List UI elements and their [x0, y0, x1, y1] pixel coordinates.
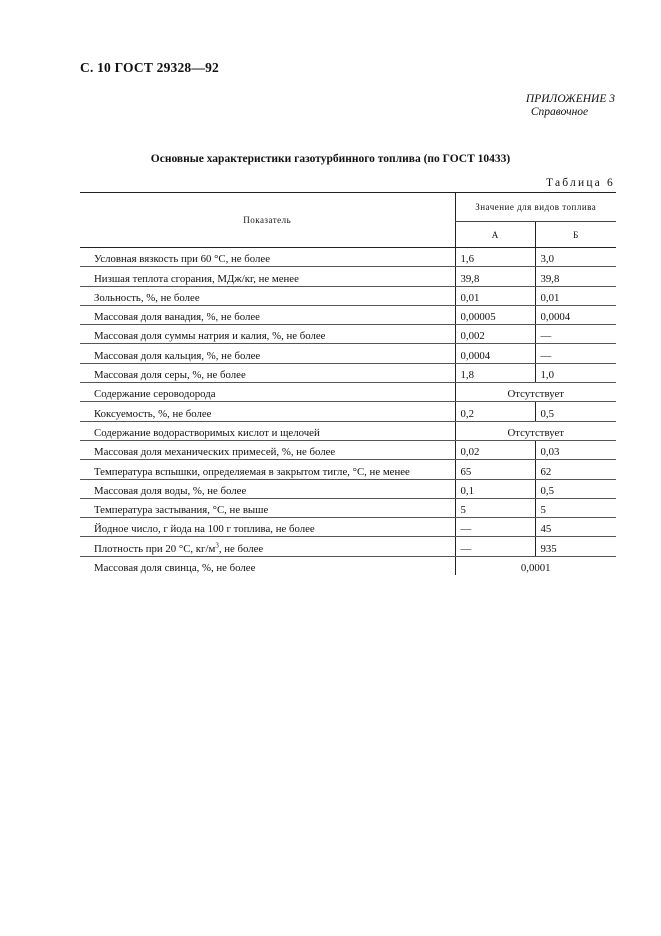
table-row [80, 556, 616, 575]
value-b: 0,03 [535, 440, 616, 459]
param-text: Плотность при 20 °С, кг/м [94, 542, 216, 555]
value-b: — [535, 344, 616, 363]
table-row [80, 460, 616, 479]
table-row [80, 325, 616, 344]
param-text-suffix: , не более [218, 542, 264, 555]
row-parameter: Массовая доля свинца, %, не более [94, 562, 256, 575]
value-both: Отсутствует [455, 421, 616, 440]
appendix-subtitle: Справочное [530, 106, 589, 118]
header-parameter: Показатель [80, 193, 455, 248]
value-a: 1,8 [455, 363, 535, 382]
row-parameter: Температура застывания, °С, не выше [80, 498, 455, 517]
table-row [80, 440, 616, 459]
table-row [80, 344, 616, 363]
value-a: 65 [455, 460, 535, 479]
value-b: 5 [535, 498, 616, 517]
row-parameter [80, 537, 455, 556]
value-a: 39,8 [455, 267, 535, 286]
value-a: — [455, 537, 535, 556]
table-row [80, 498, 616, 517]
value-both: Отсутствует [455, 383, 616, 402]
row-parameter: Массовая доля ванадия, %, не более [80, 305, 455, 324]
value-b: 39,8 [535, 267, 616, 286]
header-fuel-b: Б [535, 222, 616, 248]
row-parameter: Массовая доля серы, %, не более [80, 363, 455, 382]
value-a: — [455, 518, 535, 537]
appendix-title: ПРИЛОЖЕНИЕ 3 [525, 93, 615, 105]
value-b: 3,0 [535, 248, 616, 267]
value-b: — [535, 325, 616, 344]
value-a: 0,002 [455, 325, 535, 344]
value-a: 0,1 [455, 479, 535, 498]
value-a: 0,02 [455, 440, 535, 459]
table-row [80, 267, 616, 286]
value-b: 0,5 [535, 402, 616, 421]
table-row [80, 363, 616, 382]
table-row [80, 518, 616, 537]
value-a: 0,2 [455, 402, 535, 421]
row-parameter: Массовая доля воды, %, не более [80, 479, 455, 498]
value-b: 45 [535, 518, 616, 537]
row-parameter: Массовая доля суммы натрия и калия, %, не более [80, 325, 455, 344]
row-parameter: Массовая доля механических примесей, %, не более [80, 440, 455, 459]
row-parameter: Массовая доля кальция, %, не более [80, 344, 455, 363]
row-parameter: Зольность, %, не более [80, 286, 455, 305]
fuel-characteristics-table [80, 192, 616, 575]
table-row [80, 402, 616, 421]
table-number: Таблица 6 [546, 177, 615, 189]
table-row [80, 286, 616, 305]
row-parameter: Коксуемость, %, не более [80, 402, 455, 421]
value-b: 0,5 [535, 479, 616, 498]
table-row [80, 479, 616, 498]
document-title: Основные характеристики газотурбинного топлива (по ГОСТ 10433) [150, 153, 511, 165]
appendix-label [526, 93, 615, 119]
param-superscript: 3 [215, 541, 219, 550]
value-a: 0,0004 [455, 344, 535, 363]
value-a: 0,00005 [455, 305, 535, 324]
value-a: 5 [455, 498, 535, 517]
value-b: 935 [535, 537, 616, 556]
table-row [80, 537, 616, 556]
table-row [80, 383, 616, 402]
value-a: 1,6 [455, 248, 535, 267]
document-code: С. 10 ГОСТ 29328—92 [80, 60, 219, 75]
row-parameter: Температура вспышки, определяемая в закрытом тигле, °С, не менее [80, 460, 455, 479]
table-row [80, 421, 616, 440]
row-parameter: Содержание водорастворимых кислот и щелочей [80, 421, 455, 440]
table-row [80, 305, 616, 324]
value-b: 0,0004 [535, 305, 616, 324]
value-b: 0,01 [535, 286, 616, 305]
header-values: Значение для видов топлива [455, 193, 616, 222]
row-parameter: Йодное число, г йода на 100 г топлива, не более [80, 518, 455, 537]
value-both: 0,0001 [455, 556, 616, 575]
header-fuel-a: А [455, 222, 535, 248]
value-b: 1,0 [535, 363, 616, 382]
row-parameter: Условная вязкость при 60 °С, не более [80, 248, 455, 267]
row-parameter: Содержание сероводорода [80, 383, 455, 402]
value-b: 62 [535, 460, 616, 479]
row-parameter: Низшая теплота сгорания, МДж/кг, не менее [80, 267, 455, 286]
table-row [80, 248, 616, 267]
value-a: 0,01 [455, 286, 535, 305]
